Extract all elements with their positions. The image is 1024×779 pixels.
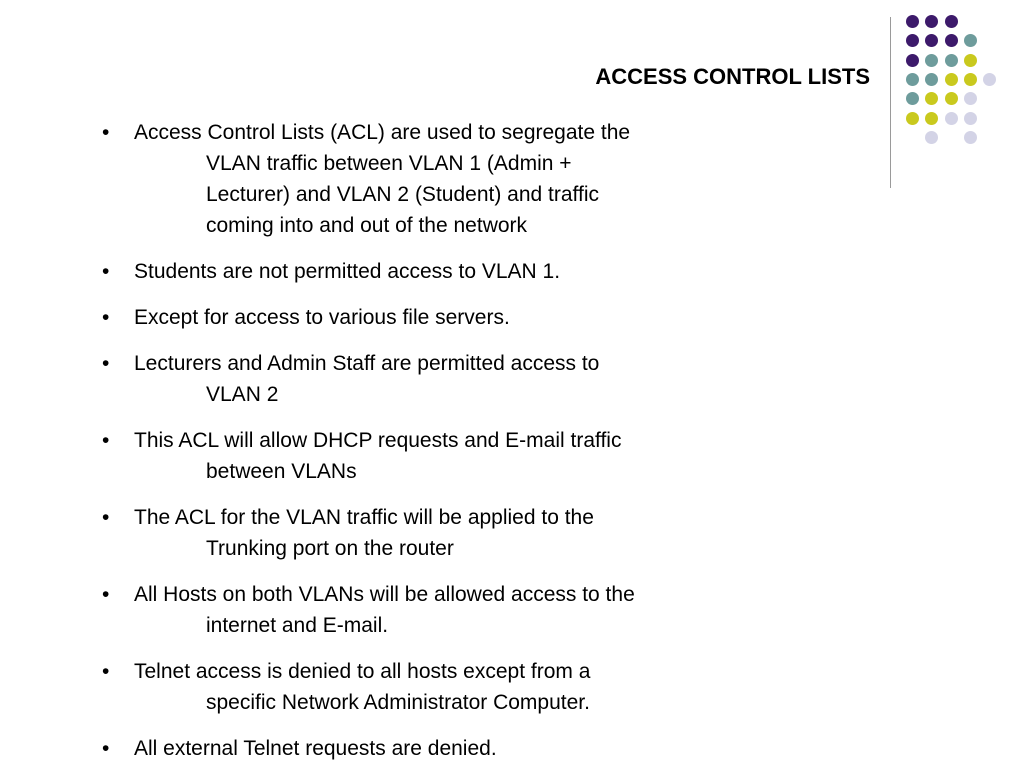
bullet-item <box>100 425 800 487</box>
bullet-text-line: coming into and out of the network <box>206 214 528 237</box>
bullet-item <box>100 579 800 641</box>
decorative-dot <box>945 34 958 47</box>
bullet-marker: • <box>102 506 110 529</box>
bullet-marker: • <box>102 737 110 760</box>
bullet-item <box>100 117 800 241</box>
bullet-text-line: VLAN 2 <box>206 383 279 406</box>
bullet-item <box>100 733 800 764</box>
bullet-text-line: VLAN traffic between VLAN 1 (Admin + <box>206 152 572 175</box>
bullet-text-line: Trunking port on the router <box>206 537 454 560</box>
decorative-dot <box>925 92 938 105</box>
bullet-marker: • <box>102 260 110 283</box>
bullet-item <box>100 502 800 564</box>
bullet-text-line: between VLANs <box>206 460 357 483</box>
bullet-item <box>100 302 800 333</box>
decorative-dot <box>964 112 977 125</box>
bullet-item <box>100 256 800 287</box>
bullet-text-line: Students are not permitted access to VLAN 1. <box>134 260 561 283</box>
slide-title: ACCESS CONTROL LISTS <box>595 64 870 89</box>
bullet-item <box>100 348 800 410</box>
decorative-dot <box>925 73 938 86</box>
decorative-dot <box>906 73 919 86</box>
decorative-dot <box>964 54 977 67</box>
decorative-dot <box>925 54 938 67</box>
decorative-dot <box>945 112 958 125</box>
bullet-text-line: All external Telnet requests are denied. <box>134 737 497 760</box>
bullet-marker: • <box>102 583 110 606</box>
decorative-dot <box>925 34 938 47</box>
bullet-text-line: Lecturers and Admin Staff are permitted access to <box>134 352 600 375</box>
bullet-marker: • <box>102 660 110 683</box>
decorative-dot-grid <box>906 15 1006 165</box>
decorative-dot <box>964 131 977 144</box>
bullet-list <box>100 117 800 779</box>
decorative-dot <box>945 54 958 67</box>
bullet-marker: • <box>102 306 110 329</box>
bullet-text-line: Telnet access is denied to all hosts except from a <box>134 660 591 683</box>
bullet-marker: • <box>102 429 110 452</box>
bullet-text-line: Lecturer) and VLAN 2 (Student) and traffic <box>206 183 599 206</box>
decorative-dot <box>906 112 919 125</box>
bullet-marker: • <box>102 121 110 144</box>
title-divider <box>890 17 891 188</box>
decorative-dot <box>983 73 996 86</box>
decorative-dot <box>945 73 958 86</box>
bullet-text-line: Except for access to various file servers. <box>134 306 510 329</box>
bullet-text-line: Access Control Lists (ACL) are used to segregate the <box>134 121 631 144</box>
bullet-text-line: The ACL for the VLAN traffic will be applied to the <box>134 506 594 529</box>
decorative-dot <box>925 112 938 125</box>
decorative-dot <box>964 34 977 47</box>
decorative-dot <box>906 15 919 28</box>
decorative-dot <box>925 131 938 144</box>
bullet-text-line: This ACL will allow DHCP requests and E-mail traffic <box>134 429 622 452</box>
decorative-dot <box>945 15 958 28</box>
bullet-text-line: specific Network Administrator Computer. <box>206 691 590 714</box>
decorative-dot <box>925 15 938 28</box>
decorative-dot <box>906 54 919 67</box>
bullet-item <box>100 656 800 718</box>
decorative-dot <box>906 92 919 105</box>
decorative-dot <box>945 92 958 105</box>
decorative-dot <box>906 34 919 47</box>
bullet-text-line: All Hosts on both VLANs will be allowed access to the <box>134 583 635 606</box>
bullet-text-line: internet and E-mail. <box>206 614 389 637</box>
decorative-dot <box>964 73 977 86</box>
decorative-dot <box>964 92 977 105</box>
bullet-marker: • <box>102 352 110 375</box>
